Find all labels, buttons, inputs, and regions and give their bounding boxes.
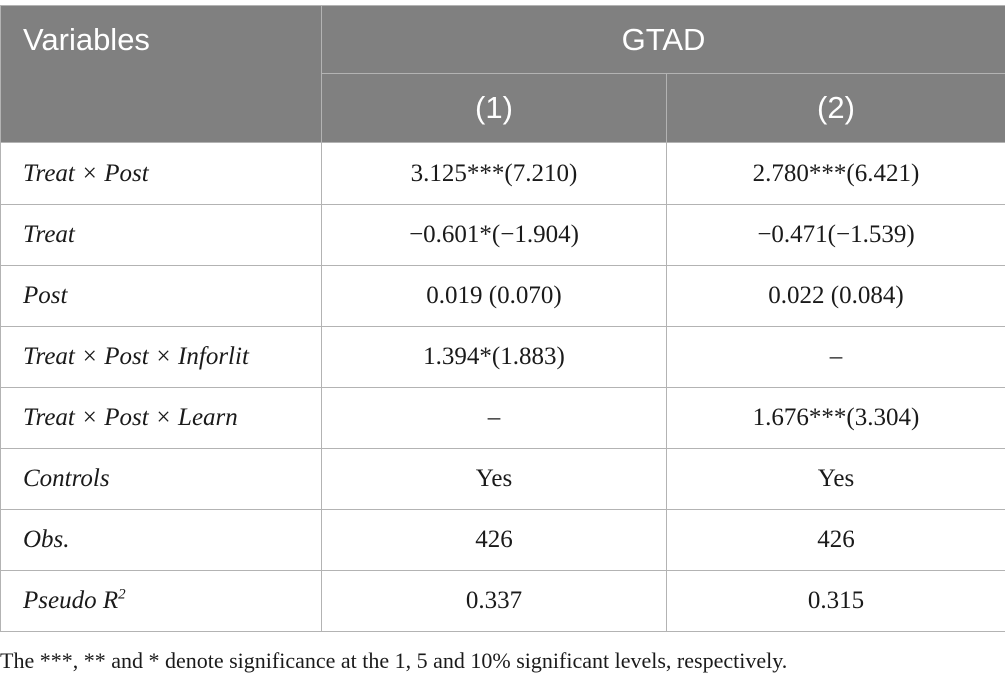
- row-label: Treat × Post × Inforlit: [1, 327, 322, 388]
- table-row: [1, 327, 1005, 388]
- header-row-group: [1, 6, 1005, 74]
- row-value-col1: 0.019 (0.070): [322, 266, 667, 327]
- table-row: [1, 449, 1005, 510]
- header-gtad: GTAD: [322, 6, 1005, 74]
- table-row: [1, 266, 1005, 327]
- row-value-col1: 1.394*(1.883): [322, 327, 667, 388]
- row-value-col1: 0.337: [322, 571, 667, 632]
- row-value-col2: Yes: [667, 449, 1005, 510]
- table-row: [1, 205, 1005, 266]
- row-value-col1: 3.125***(7.210): [322, 143, 667, 205]
- row-value-col2: 0.315: [667, 571, 1005, 632]
- row-value-col1: 426: [322, 510, 667, 571]
- row-value-col2: −0.471(−1.539): [667, 205, 1005, 266]
- row-value-col2: 1.676***(3.304): [667, 388, 1005, 449]
- row-value-col1: Yes: [322, 449, 667, 510]
- table-row: [1, 143, 1005, 205]
- table-row: [1, 510, 1005, 571]
- table-footnote: The ***, ** and * denote significance at the 1, 5 and 10% significant levels, respectively.: [0, 648, 788, 673]
- row-label-superscript: 2: [118, 586, 126, 603]
- row-label-pseudo-r2: [1, 571, 322, 632]
- row-value-col2: 2.780***(6.421): [667, 143, 1005, 205]
- row-value-col1: −0.601*(−1.904): [322, 205, 667, 266]
- row-label: Treat × Post × Learn: [1, 388, 322, 449]
- row-value-col2: –: [667, 327, 1005, 388]
- row-label: Treat × Post: [1, 143, 322, 205]
- header-col-1: (1): [322, 74, 667, 143]
- row-label: Treat: [1, 205, 322, 266]
- header-variables: Variables: [1, 6, 322, 143]
- row-label-text: Pseudo R: [23, 587, 119, 614]
- row-value-col2: 426: [667, 510, 1005, 571]
- row-label: Post: [1, 266, 322, 327]
- row-value-col1: –: [322, 388, 667, 449]
- regression-table: [0, 5, 1005, 632]
- row-label: Controls: [1, 449, 322, 510]
- header-col-2: (2): [667, 74, 1005, 143]
- row-value-col2: 0.022 (0.084): [667, 266, 1005, 327]
- table-row: [1, 388, 1005, 449]
- row-label: Obs.: [1, 510, 322, 571]
- table-row: [1, 571, 1005, 632]
